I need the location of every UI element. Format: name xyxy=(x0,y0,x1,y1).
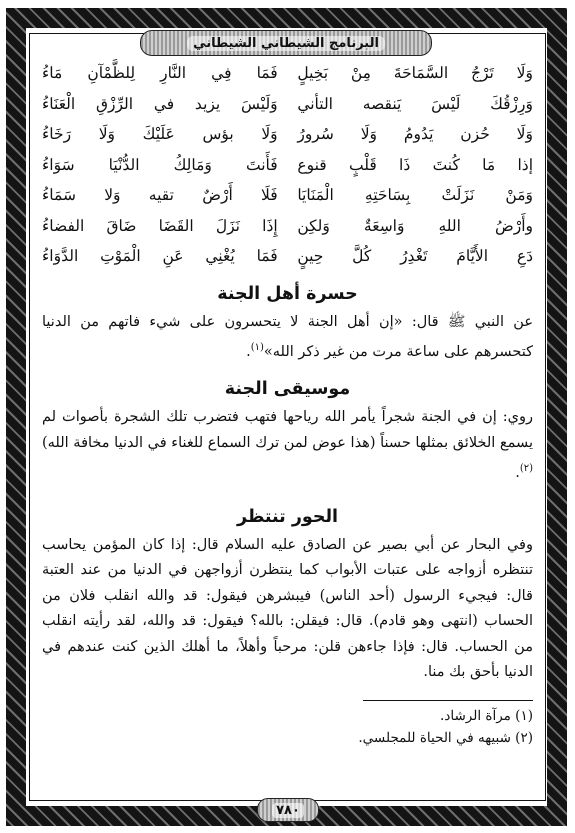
section-paragraph xyxy=(42,405,533,486)
paragraph-text: روي: إن في الجنة شجراً يأمر الله رياحها فتهب فتضرب تلك الشجرة بأصوات لم يسمع الخلائق بمثلها حسناً (هذا عوض لمن ترك السماع للغناء في الدنيا مخافة الله) xyxy=(42,409,533,451)
poem-verse xyxy=(42,150,533,181)
section-title: موسيقى الجنة xyxy=(224,379,351,400)
page-number-badge xyxy=(257,798,319,822)
poem-hemistich-first: وأَرْضُ اللهِ وَاسِعَةٌ وَلكِن xyxy=(297,216,533,235)
paragraph-tail: . xyxy=(246,343,251,360)
poem-hemistich-second: وَلَيْسَ يزيد في الرِّزْقِ الْعَنَاءُ xyxy=(42,94,278,113)
page-content xyxy=(42,58,533,749)
poem-hemistich-second: فَأَنتَ وَمَالِكُ الدُّنْيَا سَوَاءُ xyxy=(42,155,278,174)
paragraph-text: وفي البحار عن أبي بصير عن الصادق عليه السلام قال: إذا كان المؤمن يحاسب تنتظره أزواجه على عتبات الأبواب كما ينتظرن أزواجهن في الدنيا من عند العتبة قال: فيجيء الرسول (أحد الناس) فيبشرهن فيقول: قد والله انقلب فلان من الحساب (انتهى وهو قادم). قال: فيقلن: بالله؟ فيقول: قد والله، لقد رأيته انقلب من الحساب. قال: فإذا جاءهن قلن: مرحباً وأهلاً، ما أهلك الذين كنت عندهم في الدنيا بأحق بك منا. xyxy=(42,536,533,681)
poem-hemistich-second: وَلَا بؤس عَلَيْكَ وَلَا رَخَاءُ xyxy=(42,125,278,144)
footnote: (٢) شبيهه في الحياة للمجلسي. xyxy=(358,729,533,746)
poem-verse xyxy=(42,180,533,211)
poem-hemistich-second: فَمَا فِي النَّارِ لِلظَّمْآنِ مَاءُ xyxy=(42,64,278,83)
poem xyxy=(42,58,533,272)
footnote-divider xyxy=(363,700,533,701)
poem-hemistich-first: إذا مَا كُنتَ ذَا قَلْبٍ قنوع xyxy=(297,155,533,174)
poem-hemistich-first: وَلَا حُزن يَدُومُ وَلَا سُرورُ xyxy=(297,125,533,144)
poem-hemistich-second: فَلَا أَرْضٌ تقيه وَلا سَمَاءُ xyxy=(42,186,278,205)
footnote: (١) مرآة الرشاد. xyxy=(440,707,533,724)
footnote-ref: (١) xyxy=(250,342,264,353)
poem-hemistich-first: وَرِزْقُكَ لَيْسَ يَنقصه التأني xyxy=(297,94,533,113)
paragraph-text: عن النبي ﷺ قال: «إن أهل الجنة لا يتحسرون على شيء فاتهم من الدنيا كتحسرهم على ساعة مرت من غير ذكر الله» xyxy=(42,313,533,360)
section-title: حسرة أهل الجنة xyxy=(217,283,358,304)
poem-hemistich-first: وَلَا تَرْجُ السَّمَاحَةَ مِنْ بَخِيلٍ xyxy=(297,64,533,83)
poem-verse xyxy=(42,211,533,242)
paragraph-tail: . xyxy=(515,465,520,482)
footnote-ref: (٢) xyxy=(519,463,533,475)
running-header xyxy=(140,30,432,56)
poem-hemistich-first: وَمَنْ نَزَلَتْ بِسَاحَتِهِ الْمَنَايَا xyxy=(297,186,533,205)
poem-verse xyxy=(42,241,533,272)
poem-verse xyxy=(42,58,533,89)
running-header-title: البرنامج الشيطاني الشيطاني xyxy=(187,36,385,51)
poem-hemistich-first: دَعِ الأَيَّامَ تَغْدِرُ كُلَّ حِينٍ xyxy=(297,247,533,266)
section-title: الحور تنتظر xyxy=(236,506,339,527)
poem-verse xyxy=(42,89,533,120)
poem-hemistich-second: فَمَا يُغْنِي عَنِ الْمَوْتِ الدَّوَاءُ xyxy=(42,247,278,266)
section-paragraph xyxy=(42,533,533,686)
poem-verse xyxy=(42,119,533,150)
poem-hemistich-second: إِذَا نَزَلَ القَضَا ضَاقَ الفضاءُ xyxy=(42,216,278,235)
page-number: ٧٨٠ xyxy=(272,803,304,818)
section-paragraph xyxy=(42,310,533,366)
footnotes xyxy=(42,705,533,749)
